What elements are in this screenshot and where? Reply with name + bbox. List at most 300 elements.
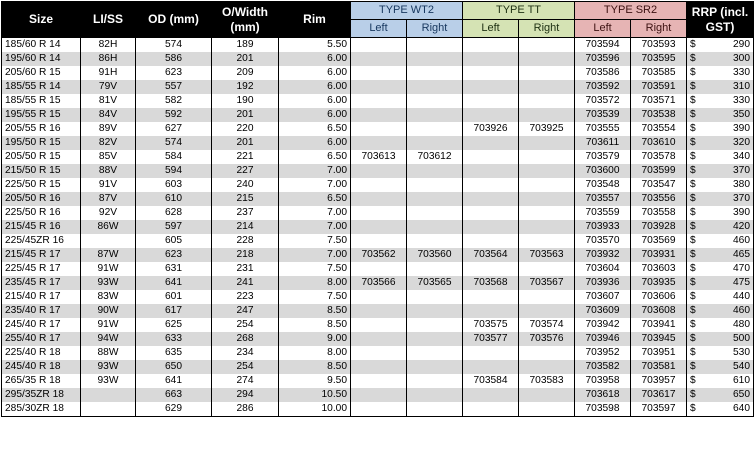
- cell-rim: 9.00: [279, 332, 351, 346]
- cell-rim: 6.00: [279, 136, 351, 150]
- cell-size: 215/40 R 17: [2, 290, 81, 304]
- cell-rrp: [687, 262, 754, 276]
- cell-od: 603: [136, 178, 212, 192]
- cell-wt2-left: [351, 290, 407, 304]
- cell-li-ss: 82V: [81, 136, 136, 150]
- tyre-price-table: [1, 1, 754, 417]
- cell-sr2-right: 703556: [631, 192, 687, 206]
- cell-wt2-right: [407, 304, 463, 318]
- cell-rrp: [687, 178, 754, 192]
- col-header-rrp: [687, 2, 754, 38]
- rrp-amount: 540: [733, 361, 751, 372]
- cell-sr2-right: 703928: [631, 220, 687, 234]
- col-header-owidth-text: O/Width (mm): [222, 4, 268, 34]
- cell-wt2-left: [351, 332, 407, 346]
- cell-sr2-left: 703594: [575, 38, 631, 53]
- cell-rim: 6.00: [279, 94, 351, 108]
- rrp-amount: 610: [733, 375, 751, 386]
- cell-wt2-right: [407, 122, 463, 136]
- cell-tt-left: 703577: [463, 332, 519, 346]
- cell-rim: 7.00: [279, 220, 351, 234]
- currency-symbol: $: [690, 67, 696, 78]
- cell-tt-right: [519, 80, 575, 94]
- cell-wt2-right: [407, 66, 463, 80]
- cell-li-ss: 90W: [81, 304, 136, 318]
- cell-li-ss: 79V: [81, 80, 136, 94]
- cell-od: 601: [136, 290, 212, 304]
- cell-owidth: 220: [212, 122, 279, 136]
- cell-tt-left: [463, 178, 519, 192]
- cell-wt2-right: [407, 52, 463, 66]
- table-row: [2, 374, 754, 388]
- cell-rim: 10.50: [279, 388, 351, 402]
- cell-tt-left: [463, 360, 519, 374]
- cell-sr2-left: 703611: [575, 136, 631, 150]
- cell-tt-right: [519, 388, 575, 402]
- cell-sr2-left: 703555: [575, 122, 631, 136]
- currency-symbol: $: [690, 305, 696, 316]
- cell-tt-left: [463, 52, 519, 66]
- cell-wt2-right: [407, 80, 463, 94]
- cell-sr2-left: 703946: [575, 332, 631, 346]
- rrp-amount: 480: [733, 319, 751, 330]
- rrp-amount: 440: [733, 291, 751, 302]
- cell-tt-right: [519, 164, 575, 178]
- cell-rim: 7.00: [279, 178, 351, 192]
- cell-wt2-left: [351, 80, 407, 94]
- rrp-amount: 370: [733, 193, 751, 204]
- cell-owidth: 214: [212, 220, 279, 234]
- cell-rim: 6.50: [279, 150, 351, 164]
- cell-tt-right: [519, 220, 575, 234]
- cell-size: 245/40 R 18: [2, 360, 81, 374]
- cell-owidth: 189: [212, 38, 279, 53]
- cell-rim: 6.00: [279, 52, 351, 66]
- cell-sr2-right: 703569: [631, 234, 687, 248]
- wt2-right-header: Right: [407, 20, 463, 38]
- cell-wt2-right: [407, 360, 463, 374]
- group-header-wt2: TYPE WT2: [351, 2, 463, 20]
- cell-rim: 5.50: [279, 38, 351, 53]
- rrp-amount: 350: [733, 109, 751, 120]
- cell-owidth: 192: [212, 80, 279, 94]
- rrp-amount: 290: [733, 39, 751, 50]
- currency-symbol: $: [690, 235, 696, 246]
- cell-owidth: 286: [212, 402, 279, 417]
- cell-tt-left: [463, 108, 519, 122]
- cell-owidth: 201: [212, 108, 279, 122]
- cell-size: 245/40 R 17: [2, 318, 81, 332]
- cell-rim: 7.50: [279, 234, 351, 248]
- cell-tt-right: 703563: [519, 248, 575, 262]
- currency-symbol: $: [690, 53, 696, 64]
- rrp-amount: 530: [733, 347, 751, 358]
- currency-symbol: $: [690, 137, 696, 148]
- table-row: [2, 402, 754, 417]
- cell-wt2-right: 703565: [407, 276, 463, 290]
- cell-tt-right: 703583: [519, 374, 575, 388]
- header-row-top: [2, 2, 754, 20]
- cell-tt-left: [463, 388, 519, 402]
- cell-tt-left: [463, 290, 519, 304]
- cell-size: 205/50 R 15: [2, 150, 81, 164]
- cell-od: 625: [136, 318, 212, 332]
- cell-od: 597: [136, 220, 212, 234]
- currency-symbol: $: [690, 109, 696, 120]
- cell-wt2-left: [351, 402, 407, 417]
- rrp-amount: 650: [733, 389, 751, 400]
- cell-size: 285/30ZR 18: [2, 402, 81, 417]
- cell-li-ss: 93W: [81, 374, 136, 388]
- currency-symbol: $: [690, 403, 696, 414]
- cell-tt-left: [463, 136, 519, 150]
- table-row: [2, 360, 754, 374]
- cell-wt2-left: [351, 52, 407, 66]
- cell-li-ss: 86H: [81, 52, 136, 66]
- cell-sr2-right: 703591: [631, 80, 687, 94]
- cell-li-ss: 82H: [81, 38, 136, 53]
- cell-tt-right: [519, 360, 575, 374]
- cell-od: 617: [136, 304, 212, 318]
- cell-sr2-right: 703941: [631, 318, 687, 332]
- sr2-right-header: Right: [631, 20, 687, 38]
- cell-sr2-right: 703585: [631, 66, 687, 80]
- table-row: [2, 38, 754, 53]
- cell-rrp: [687, 402, 754, 417]
- cell-size: 255/40 R 17: [2, 332, 81, 346]
- rrp-amount: 500: [733, 333, 751, 344]
- cell-size: 195/60 R 14: [2, 52, 81, 66]
- rrp-amount: 310: [733, 81, 751, 92]
- table-row: [2, 192, 754, 206]
- cell-tt-left: 703564: [463, 248, 519, 262]
- cell-size: 235/45 R 17: [2, 276, 81, 290]
- cell-li-ss: 87W: [81, 248, 136, 262]
- cell-sr2-left: 703557: [575, 192, 631, 206]
- table-row: [2, 346, 754, 360]
- cell-wt2-left: [351, 206, 407, 220]
- rrp-amount: 340: [733, 151, 751, 162]
- col-header-owidth: [212, 2, 279, 38]
- cell-sr2-right: 703597: [631, 402, 687, 417]
- cell-tt-left: [463, 346, 519, 360]
- cell-wt2-left: [351, 388, 407, 402]
- table-row: [2, 178, 754, 192]
- rrp-amount: 460: [733, 305, 751, 316]
- cell-wt2-left: [351, 304, 407, 318]
- cell-tt-right: [519, 150, 575, 164]
- cell-rrp: [687, 234, 754, 248]
- cell-rrp: [687, 136, 754, 150]
- cell-li-ss: 86W: [81, 220, 136, 234]
- table-row: [2, 318, 754, 332]
- cell-rrp: [687, 206, 754, 220]
- currency-symbol: $: [690, 123, 696, 134]
- cell-wt2-left: 703562: [351, 248, 407, 262]
- cell-sr2-right: 703945: [631, 332, 687, 346]
- cell-size: 215/45 R 16: [2, 220, 81, 234]
- table-row: [2, 206, 754, 220]
- currency-symbol: $: [690, 221, 696, 232]
- cell-wt2-left: [351, 234, 407, 248]
- cell-od: 623: [136, 66, 212, 80]
- cell-od: 663: [136, 388, 212, 402]
- cell-size: 235/40 R 17: [2, 304, 81, 318]
- cell-tt-right: [519, 234, 575, 248]
- cell-rrp: [687, 374, 754, 388]
- cell-li-ss: 84V: [81, 108, 136, 122]
- cell-od: 623: [136, 248, 212, 262]
- table-row: [2, 150, 754, 164]
- cell-rim: 8.50: [279, 360, 351, 374]
- cell-li-ss: 91H: [81, 66, 136, 80]
- cell-tt-left: [463, 66, 519, 80]
- cell-size: 195/55 R 15: [2, 108, 81, 122]
- cell-od: 641: [136, 374, 212, 388]
- table-body: [2, 38, 754, 417]
- cell-tt-right: [519, 402, 575, 417]
- cell-sr2-left: 703570: [575, 234, 631, 248]
- cell-size: 215/50 R 15: [2, 164, 81, 178]
- cell-od: 627: [136, 122, 212, 136]
- cell-rrp: [687, 290, 754, 304]
- cell-owidth: 254: [212, 318, 279, 332]
- cell-rim: 9.50: [279, 374, 351, 388]
- cell-wt2-right: [407, 164, 463, 178]
- cell-owidth: 221: [212, 150, 279, 164]
- cell-size: 225/45ZR 16: [2, 234, 81, 248]
- cell-owidth: 234: [212, 346, 279, 360]
- cell-rim: 7.50: [279, 262, 351, 276]
- cell-sr2-right: 703538: [631, 108, 687, 122]
- cell-size: 205/55 R 16: [2, 122, 81, 136]
- cell-li-ss: 91W: [81, 262, 136, 276]
- currency-symbol: $: [690, 277, 696, 288]
- cell-od: 605: [136, 234, 212, 248]
- cell-owidth: 223: [212, 290, 279, 304]
- table-row: [2, 164, 754, 178]
- currency-symbol: $: [690, 361, 696, 372]
- cell-rrp: [687, 276, 754, 290]
- currency-symbol: $: [690, 347, 696, 358]
- cell-li-ss: 93W: [81, 360, 136, 374]
- cell-rim: 8.50: [279, 304, 351, 318]
- cell-sr2-left: 703596: [575, 52, 631, 66]
- cell-wt2-right: [407, 136, 463, 150]
- cell-od: 631: [136, 262, 212, 276]
- wt2-left-header: Left: [351, 20, 407, 38]
- cell-wt2-left: [351, 374, 407, 388]
- cell-size: 225/40 R 18: [2, 346, 81, 360]
- cell-wt2-right: [407, 402, 463, 417]
- cell-owidth: 228: [212, 234, 279, 248]
- table-row: [2, 94, 754, 108]
- cell-wt2-right: [407, 262, 463, 276]
- cell-od: 582: [136, 94, 212, 108]
- cell-rrp: [687, 80, 754, 94]
- cell-size: 205/60 R 15: [2, 66, 81, 80]
- cell-rrp: [687, 332, 754, 346]
- cell-rrp: [687, 38, 754, 53]
- cell-rrp: [687, 220, 754, 234]
- cell-rrp: [687, 192, 754, 206]
- rrp-amount: 330: [733, 67, 751, 78]
- cell-size: 185/55 R 14: [2, 80, 81, 94]
- tt-right-header: Right: [519, 20, 575, 38]
- cell-rrp: [687, 318, 754, 332]
- cell-tt-left: [463, 304, 519, 318]
- cell-od: 557: [136, 80, 212, 94]
- cell-tt-right: [519, 262, 575, 276]
- cell-wt2-left: [351, 66, 407, 80]
- cell-od: 586: [136, 52, 212, 66]
- cell-size: 265/35 R 18: [2, 374, 81, 388]
- cell-rrp: [687, 304, 754, 318]
- rrp-amount: 470: [733, 263, 751, 274]
- cell-wt2-right: [407, 374, 463, 388]
- cell-tt-right: [519, 136, 575, 150]
- cell-tt-right: 703925: [519, 122, 575, 136]
- cell-sr2-right: 703593: [631, 38, 687, 53]
- cell-od: 635: [136, 346, 212, 360]
- table-row: [2, 332, 754, 346]
- table-row: [2, 136, 754, 150]
- cell-tt-left: [463, 206, 519, 220]
- currency-symbol: $: [690, 207, 696, 218]
- cell-od: 629: [136, 402, 212, 417]
- sr2-left-header: Left: [575, 20, 631, 38]
- cell-size: 225/50 R 15: [2, 178, 81, 192]
- cell-sr2-right: 703617: [631, 388, 687, 402]
- cell-tt-right: [519, 66, 575, 80]
- cell-sr2-left: 703548: [575, 178, 631, 192]
- cell-tt-left: 703926: [463, 122, 519, 136]
- cell-sr2-left: 703958: [575, 374, 631, 388]
- cell-tt-right: [519, 108, 575, 122]
- cell-rim: 6.00: [279, 66, 351, 80]
- rrp-amount: 460: [733, 235, 751, 246]
- tt-left-header: Left: [463, 20, 519, 38]
- cell-wt2-right: [407, 192, 463, 206]
- cell-tt-right: 703574: [519, 318, 575, 332]
- currency-symbol: $: [690, 81, 696, 92]
- cell-wt2-right: [407, 290, 463, 304]
- cell-size: 215/45 R 17: [2, 248, 81, 262]
- cell-sr2-left: 703936: [575, 276, 631, 290]
- cell-sr2-right: 703547: [631, 178, 687, 192]
- cell-tt-left: [463, 262, 519, 276]
- cell-li-ss: 83W: [81, 290, 136, 304]
- group-header-sr2: TYPE SR2: [575, 2, 687, 20]
- cell-size: 205/50 R 16: [2, 192, 81, 206]
- group-header-tt: TYPE TT: [463, 2, 575, 20]
- cell-tt-right: [519, 304, 575, 318]
- col-header-rrp-text: RRP (incl. GST): [691, 4, 749, 34]
- cell-od: 650: [136, 360, 212, 374]
- cell-sr2-right: 703608: [631, 304, 687, 318]
- cell-owidth: 268: [212, 332, 279, 346]
- currency-symbol: $: [690, 39, 696, 50]
- cell-od: 574: [136, 38, 212, 53]
- table-row: [2, 220, 754, 234]
- cell-od: 633: [136, 332, 212, 346]
- cell-owidth: 215: [212, 192, 279, 206]
- currency-symbol: $: [690, 151, 696, 162]
- cell-wt2-left: [351, 220, 407, 234]
- col-header-li-ss: LI/SS: [81, 2, 136, 38]
- cell-sr2-right: 703595: [631, 52, 687, 66]
- cell-owidth: 209: [212, 66, 279, 80]
- currency-symbol: $: [690, 95, 696, 106]
- table-row: [2, 80, 754, 94]
- cell-li-ss: [81, 234, 136, 248]
- cell-wt2-right: [407, 206, 463, 220]
- cell-sr2-left: 703952: [575, 346, 631, 360]
- cell-wt2-right: 703560: [407, 248, 463, 262]
- cell-owidth: 274: [212, 374, 279, 388]
- cell-sr2-right: 703603: [631, 262, 687, 276]
- cell-li-ss: 88V: [81, 164, 136, 178]
- cell-sr2-left: 703598: [575, 402, 631, 417]
- currency-symbol: $: [690, 389, 696, 400]
- rrp-amount: 330: [733, 95, 751, 106]
- cell-tt-right: [519, 178, 575, 192]
- table-row: [2, 248, 754, 262]
- cell-li-ss: 87V: [81, 192, 136, 206]
- currency-symbol: $: [690, 263, 696, 274]
- cell-rim: 8.00: [279, 346, 351, 360]
- cell-od: 610: [136, 192, 212, 206]
- table-row: [2, 262, 754, 276]
- table-row: [2, 108, 754, 122]
- cell-size: 185/55 R 15: [2, 94, 81, 108]
- cell-rrp: [687, 66, 754, 80]
- cell-owidth: 241: [212, 276, 279, 290]
- cell-tt-right: [519, 290, 575, 304]
- cell-owidth: 227: [212, 164, 279, 178]
- cell-rim: 7.00: [279, 248, 351, 262]
- cell-sr2-left: 703932: [575, 248, 631, 262]
- cell-wt2-left: [351, 38, 407, 53]
- currency-symbol: $: [690, 319, 696, 330]
- rrp-amount: 420: [733, 221, 751, 232]
- cell-wt2-left: [351, 346, 407, 360]
- cell-wt2-left: [351, 192, 407, 206]
- rrp-amount: 380: [733, 179, 751, 190]
- cell-rrp: [687, 164, 754, 178]
- cell-tt-right: 703576: [519, 332, 575, 346]
- table-row: [2, 234, 754, 248]
- cell-wt2-right: 703612: [407, 150, 463, 164]
- cell-wt2-left: [351, 136, 407, 150]
- cell-tt-right: [519, 52, 575, 66]
- cell-rim: 6.50: [279, 192, 351, 206]
- table-row: [2, 290, 754, 304]
- table-row: [2, 52, 754, 66]
- cell-size: 195/50 R 15: [2, 136, 81, 150]
- rrp-amount: 390: [733, 207, 751, 218]
- cell-sr2-right: 703957: [631, 374, 687, 388]
- cell-sr2-left: 703559: [575, 206, 631, 220]
- cell-sr2-right: 703935: [631, 276, 687, 290]
- cell-rrp: [687, 52, 754, 66]
- cell-rrp: [687, 388, 754, 402]
- cell-sr2-right: 703610: [631, 136, 687, 150]
- currency-symbol: $: [690, 333, 696, 344]
- cell-sr2-left: 703579: [575, 150, 631, 164]
- cell-rim: 7.00: [279, 164, 351, 178]
- cell-owidth: 294: [212, 388, 279, 402]
